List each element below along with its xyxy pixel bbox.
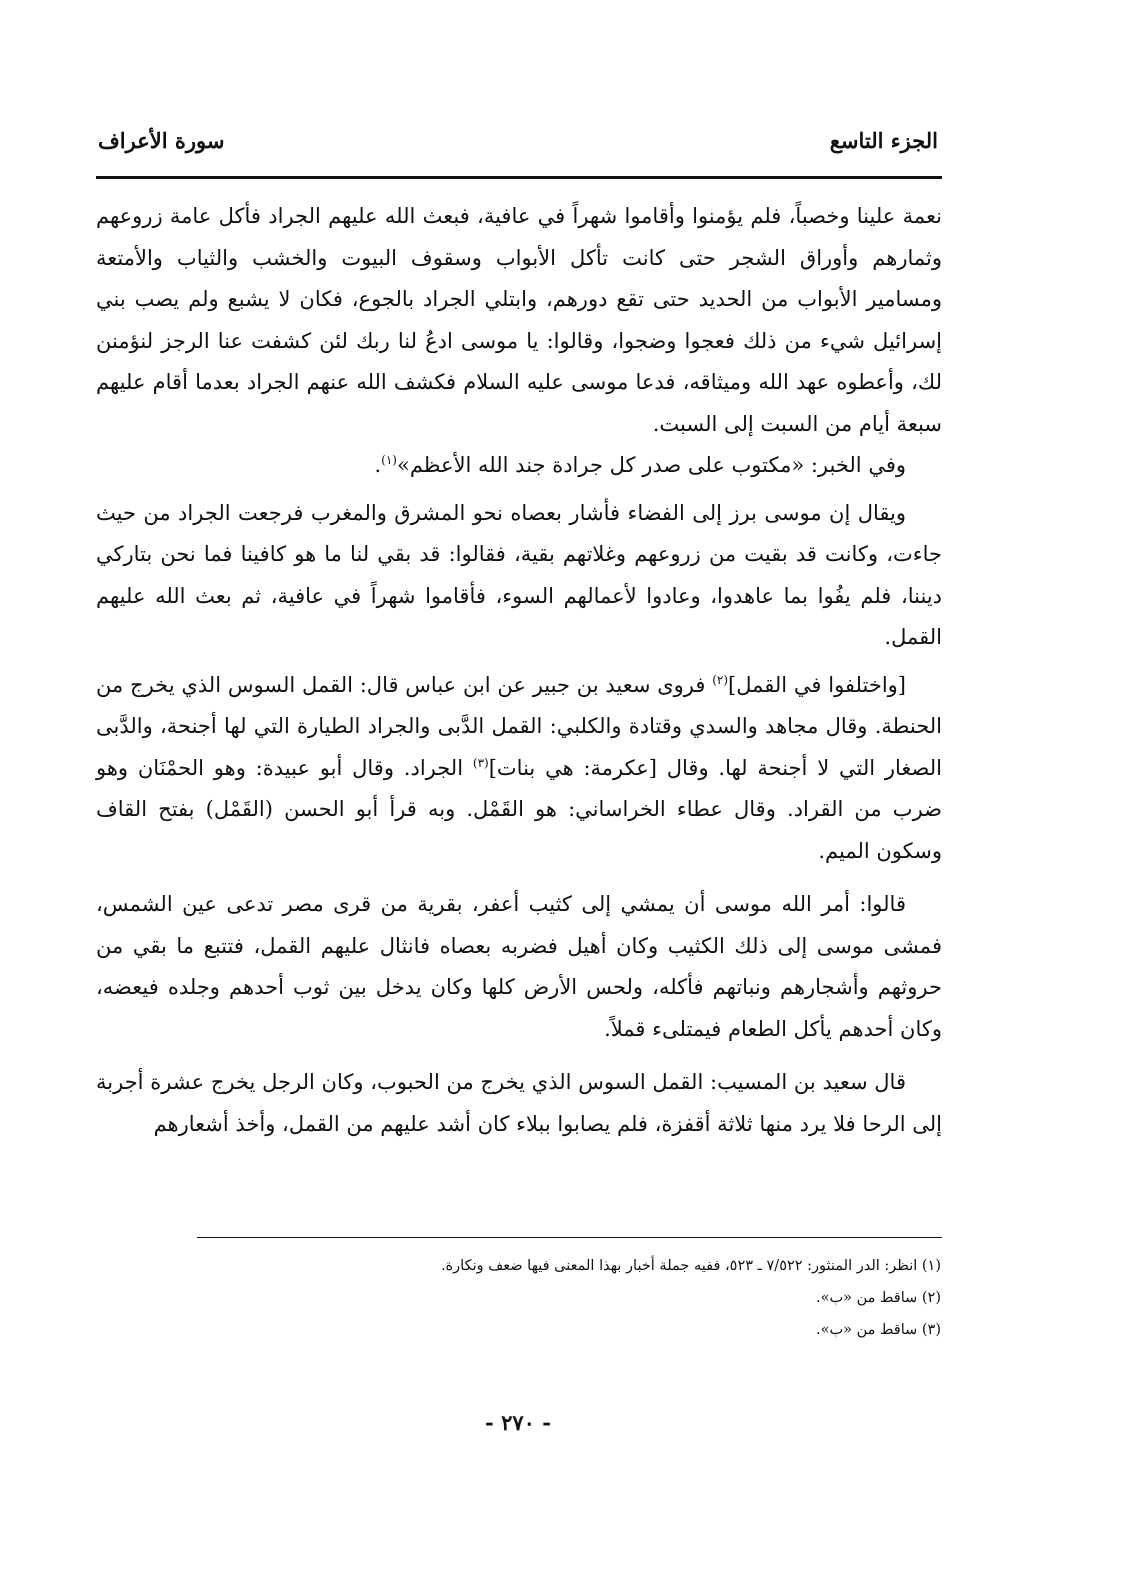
footnote-3: (٣) ساقط من «ب». xyxy=(815,1322,941,1338)
paragraph-4-tail: فروى سعيد بن جبير عن ابن عباس قال: القمل السوس الذي يخرج من الحنطة. وقال مجاهد والسدي وقتادة والكلبي: القمل الدَّبى والجراد الطيارة التي لها أجنحة، والدَّبى الصغار التي لا أجنحة لها. وقال [عكرمة: هي بنات] xyxy=(96,672,942,780)
main-text xyxy=(96,196,942,1145)
paragraph-6: قال سعيد بن المسيب: القمل السوس الذي يخرج من الحبوب، وكان الرجل يخرج عشرة أجربة إلى الرحا فلا يرد منها ثلاثة أقفزة، فلم يصابوا ببلاء كان أشد عليهم من القمل، وأخذ أشعارهم xyxy=(96,1070,942,1136)
paragraph-4-text: [واختلفوا في القمل] xyxy=(728,672,906,697)
part-title: الجزء التاسع xyxy=(829,128,938,153)
paragraph-1: نعمة علينا وخصباً، فلم يؤمنوا وأقاموا شهراً في عافية، فبعث الله عليهم الجراد فأكل عامة زروعهم وثمارهم وأوراق الشجر حتى كانت تأكل الأبواب وسقوف البيوت والخشب والثياب والأمتعة ومسامير الأبواب من الحديد حتى تقع دورهم، وابتلي الجراد بالجوع، فكان لا يشبع ولم يصب بني إسرائيل شيء من ذلك فعجوا وضجوا، وقالوا: يا موسى ادعُ لنا ربك لئن كشفت عنا الرجز لنؤمنن لك، وأعطوه عهد الله وميثاقه، فدعا موسى عليه السلام فكشف الله عنهم الجراد بعدما أقام عليهم سبعة أيام من السبت إلى السبت. xyxy=(96,204,942,436)
footnote-1: (١) انظر: الدر المنثور: ٧/٥٢٢ ـ ٥٢٣، ففيه جملة أخبار بهذا المعنى فيها ضعف ونكارة. xyxy=(440,1258,941,1274)
footnote-2: (٢) ساقط من «ب». xyxy=(815,1290,941,1306)
footnote-ref-1: (١) xyxy=(381,453,397,467)
paragraph-2 xyxy=(96,445,942,487)
paragraph-4-tail-2: الجراد. وقال أبو عبيدة: وهو الحمْنَان وهو ضرب من القراد. وقال عطاء الخراساني: هو القَمْل. وبه قرأ أبو الحسن (القَمْل) بفتح القاف وسكون الميم. xyxy=(96,755,942,863)
paragraph-3: ويقال إن موسى برز إلى الفضاء فأشار بعصاه نحو المشرق والمغرب فرجعت الجراد من حيث جاءت، وكانت قد بقيت من زروعهم وغلاتهم بقية، فقالوا: قد بقي لنا ما هو كافينا فما نحن بتاركي ديننا، فلم يفُوا بما عاهدوا، وعادوا لأعمالهم السوء، فأقاموا شهراً في عافية، ثم بعث الله عليهم القمل. xyxy=(96,500,942,649)
surah-title: سورة الأعراف xyxy=(98,128,225,153)
page-number: - ٢٧٠ - xyxy=(485,1410,551,1435)
paragraph-2-text: وفي الخبر: «مكتوب على صدر كل جرادة جند الله الأعظم» xyxy=(396,453,906,477)
paragraph-4 xyxy=(96,665,942,873)
footnote-ref-2: (٢) xyxy=(712,672,729,687)
header-divider xyxy=(96,176,942,179)
running-header xyxy=(98,128,938,168)
paragraph-5: قالوا: أمر الله موسى أن يمشي إلى كثيب أعفر، بقرية من قرى مصر تدعى عين الشمس، فمشى موسى إلى ذلك الكثيب وكان أهيل فضربه بعصاه فانثال عليهم القمل، فتتبع ما بقي من حروثهم وأشجارهم ونباتهم فأكله، ولحس الأرض كلها وكان يدخل بين ثوب أحدهم وجلده فيعضه، وكان أحدهم يأكل الطعام فيمتلىء قملاً. xyxy=(96,892,942,1041)
footnote-divider xyxy=(197,1237,942,1238)
paragraph-2-tail: . xyxy=(374,453,382,477)
footnote-ref-3: (٣) xyxy=(472,755,489,770)
footnotes xyxy=(196,1250,941,1346)
